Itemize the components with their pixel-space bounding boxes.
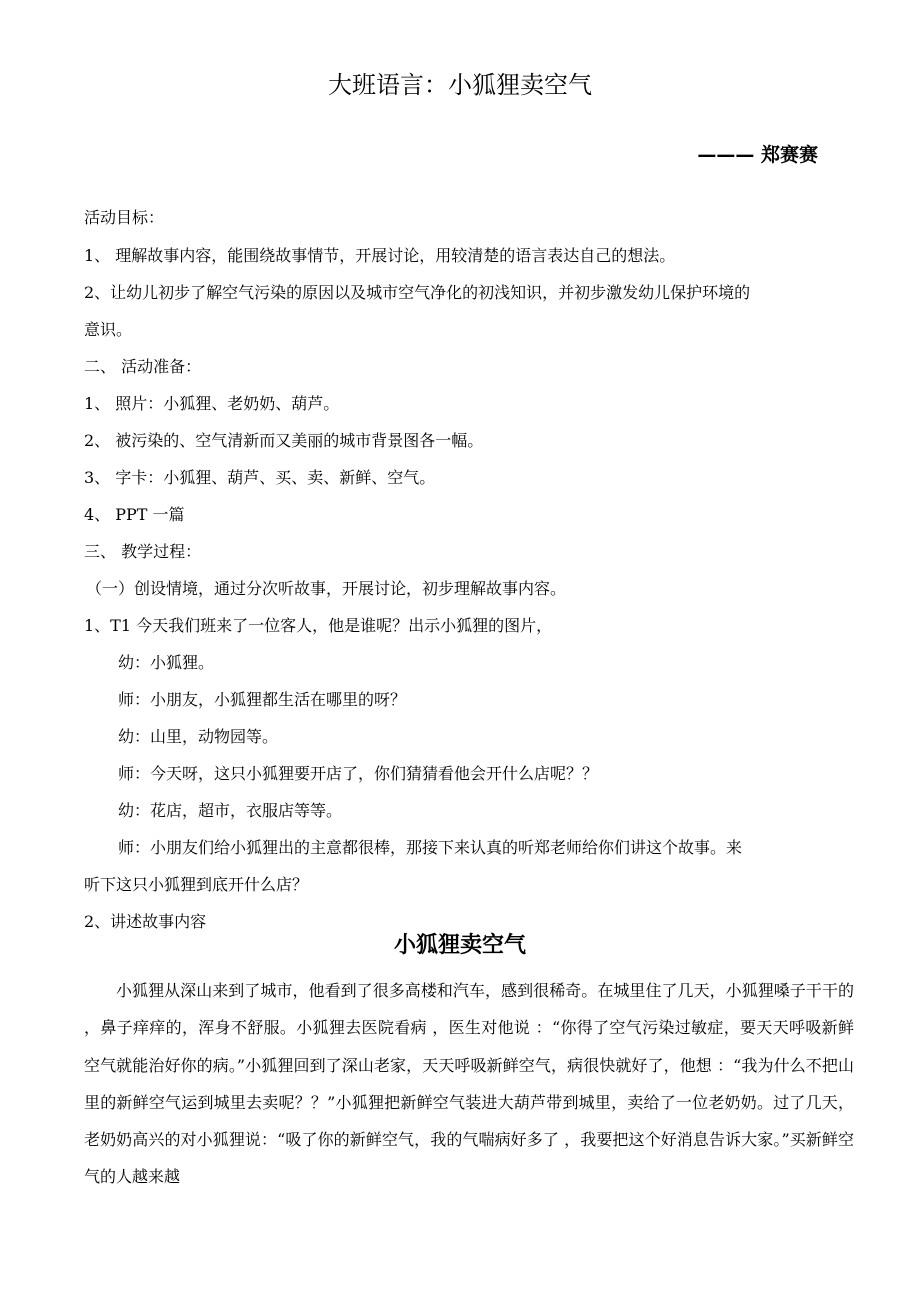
dialogue-line-continued: 听下这只小狐狸到底开什么店？ <box>84 875 309 894</box>
process-step-2: 2、讲述故事内容 <box>84 912 207 931</box>
preparation-item-1: 1、 照片：小狐狸、老奶奶、葫芦。 <box>84 394 340 413</box>
dialogue-line: 师：小朋友们给小狐狸出的主意都很棒，那接下来认真的听郑老师给你们讲这个故事。来 <box>118 838 743 857</box>
process-step-1: 1、T1 今天我们班来了一位客人，他是谁呢？出示小狐狸的图片， <box>84 616 553 635</box>
goal-item-2-continued: 意识。 <box>84 320 133 339</box>
preparation-item-3: 3、 字卡：小狐狸、葫芦、买、卖、新鲜、空气。 <box>84 468 436 487</box>
story-paragraph: 小狐狸从深山来到了城市，他看到了很多高楼和汽车，感到很稀奇。在城里住了几天，小狐狸嗓子干干的 ，鼻子痒痒的，浑身不舒服。小狐狸去医院看病 ，医生对他说 ：“你得了空气污染过敏症，要天天呼吸新鲜空气就能治好你的病。”小狐狸回到了深山老家，天天呼吸新鲜空气，病很快就好了，他想 ：“我为什么不把山里的新鲜空气运到城里去卖呢？？”小狐狸把新鲜空气装进大葫芦带到城里，卖给了一位老奶奶。过了几天，老奶奶高兴的对小狐狸说：“吸了你的新鲜空气，我的气喘病好多了 ，我要把这个好消息告诉大家。”买新鲜空气的人越来越 <box>84 981 854 1187</box>
dialogue-line: 师：今天呀，这只小狐狸要开店了，你们猜猜看他会开什么店呢？？ <box>118 764 599 783</box>
document-author: ——— 郑赛赛 <box>697 144 818 166</box>
dialogue-line: 幼：小狐狸。 <box>118 653 215 672</box>
story-title: 小狐狸卖空气 <box>393 933 526 958</box>
goal-item-1: 1、 理解故事内容，能围绕故事情节，开展讨论，用较清楚的语言表达自己的想法。 <box>84 246 676 265</box>
section-heading-preparation: 二、 活动准备： <box>84 357 202 376</box>
process-subheading-1: （一）创设情境，通过分次听故事，开展讨论，初步理解故事内容。 <box>86 579 567 598</box>
preparation-item-4: 4、 PPT 一篇 <box>84 505 185 524</box>
section-heading-process: 三、 教学过程： <box>84 542 202 561</box>
dialogue-line: 师：小朋友，小狐狸都生活在哪里的呀？ <box>118 690 407 709</box>
dialogue-line: 幼：花店，超市，衣服店等等。 <box>118 801 343 820</box>
document-title: 大班语言：小狐狸卖空气 <box>328 71 592 99</box>
goal-item-2: 2、让幼儿初步了解空气污染的原因以及城市空气净化的初浅知识，并初步激发幼儿保护环境的 <box>84 283 751 302</box>
preparation-item-2: 2、 被污染的、空气清新而又美丽的城市背景图各一幅。 <box>84 431 484 450</box>
section-heading-goals: 活动目标： <box>84 208 165 227</box>
dialogue-line: 幼：山里，动物园等。 <box>118 727 279 746</box>
